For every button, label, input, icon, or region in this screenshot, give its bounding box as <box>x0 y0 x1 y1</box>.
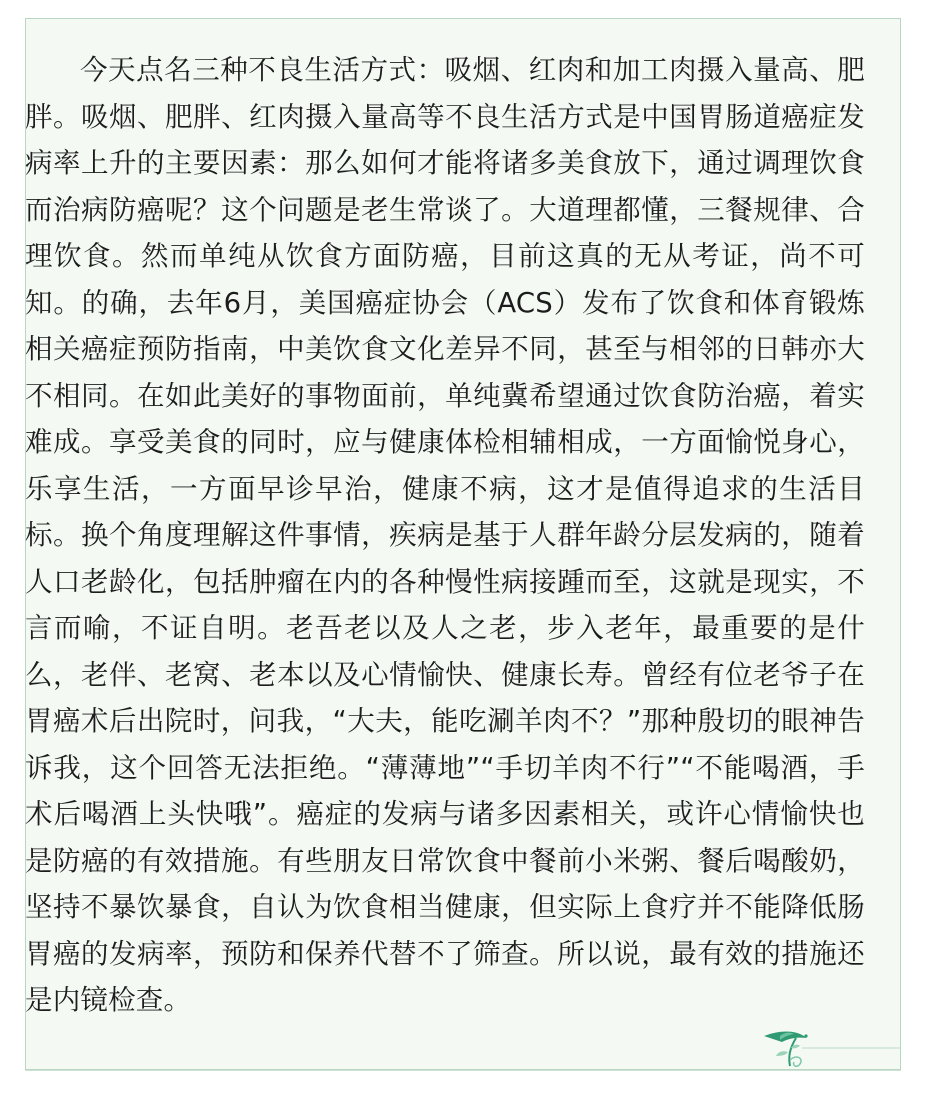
bird-branch-icon <box>760 1022 910 1072</box>
article-body: 今天点名三种不良生活方式：吸烟、红肉和加工肉摄入量高、肥胖。吸烟、肥胖、红肉摄入量高等不良生活方式是中国胃肠道癌症发病率上升的主要因素：那么如何才能将诸多美食放下，通过调理饮食而治病防癌呢？这个问题是老生常谈了。大道理都懂，三餐规律、合理饮食。然而单纯从饮食方面防癌，目前这真的无从考证，尚不可知。的确，去年6月，美国癌症协会（ACS）发布了饮食和体育锻炼相关癌症预防指南，中美饮食文化差异不同，甚至与相邻的日韩亦大不相同。在如此美好的事物面前，单纯冀希望通过饮食防治癌，着实难成。享受美食的同时，应与健康体检相辅相成，一方面愉悦身心，乐享生活，一方面早诊早治，健康不病，这才是值得追求的生活目标。换个角度理解这件事情，疾病是基于人群年龄分层发病的，随着人口老龄化，包括肿瘤在内的各种慢性病接踵而至，这就是现实，不言而喻，不证自明。老吾老以及人之老，步入老年，最重要的是什么，老伴、老窝、老本以及心情愉快、健康长寿。曾经有位老爷子在胃癌术后出院时，问我，“大夫，能吃涮羊肉不？”那种殷切的眼神告诉我，这个回答无法拒绝。“薄薄地”“手切羊肉不行”“不能喝酒，手术后喝酒上头快哦”。癌症的发病与诸多因素相关，或许心情愉快也是防癌的有效措施。有些朋友日常饮食中餐前小米粥、餐后喝酸奶，坚持不暴饮暴食，自认为饮食相当健康，但实际上食疗并不能降低肠胃癌的发病率，预防和保养代替不了筛查。所以说，最有效的措施还是内镜检查。 <box>25 54 865 1016</box>
